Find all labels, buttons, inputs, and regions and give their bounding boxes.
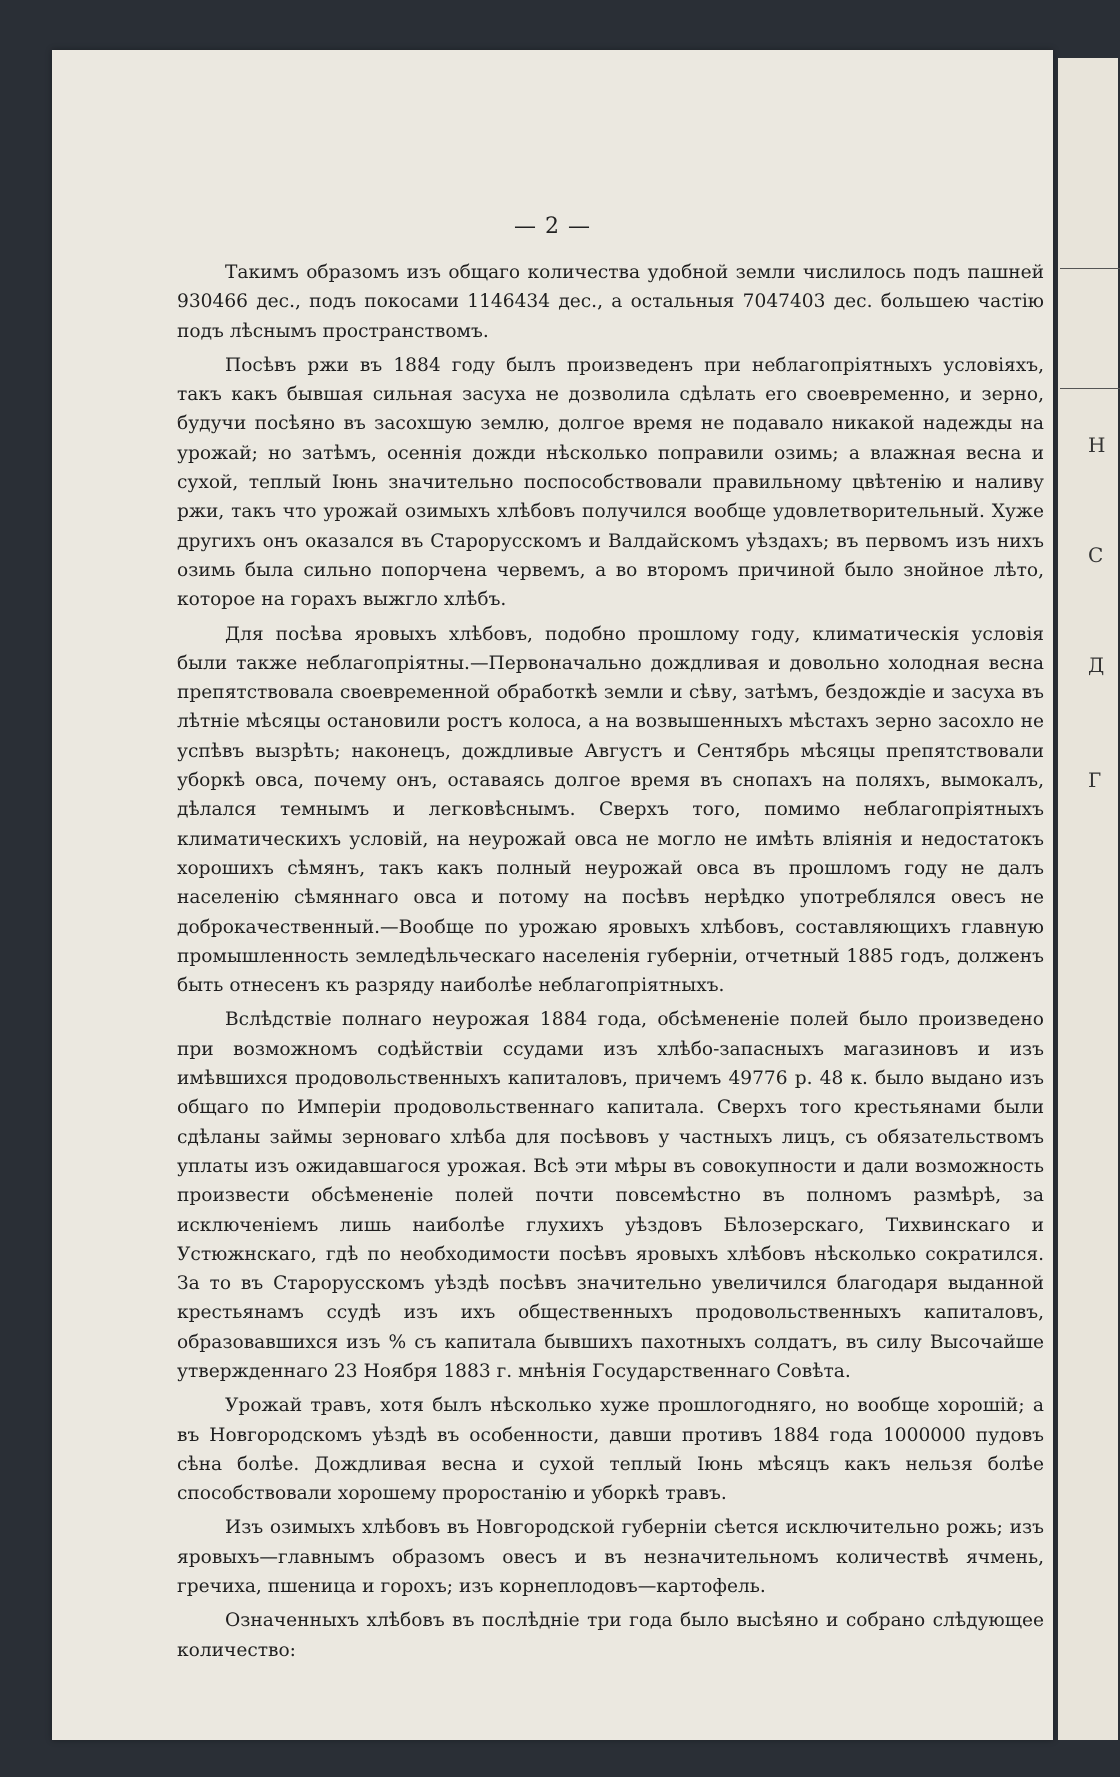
adjacent-page-edge: [1058, 58, 1118, 1740]
adjacent-page-glyph: Г: [1088, 768, 1102, 792]
paragraph: Означенныхъ хлѣбовъ въ послѣдніе три года было высѣяно и собрано слѣдующее количество:: [177, 1610, 1044, 1661]
body-text: [177, 258, 1044, 1665]
adjacent-page-rule: [1060, 268, 1120, 269]
paragraph: Изъ озимыхъ хлѣбовъ въ Новгородской губерніи сѣется исключительно рожь; изъ яровыхъ—главнымъ образомъ овесъ и въ незначительномъ количествѣ ячмень, гречиха, пшеница и горохъ; изъ корнеплодовъ—картофель.: [177, 1517, 1044, 1598]
paragraph: Урожай травъ, хотя былъ нѣсколько хуже прошлогодняго, но вообще хорошій; а въ Новгородскомъ уѣздѣ въ особенности, давши противъ 1884 года 1000000 пудовъ сѣна болѣе. Дождливая весна и сухой теплый Іюнь мѣсяцъ какъ нельзя болѣе способствовали хорошему проростанію и уборкѣ травъ.: [177, 1395, 1044, 1505]
adjacent-page-glyph: Д: [1088, 653, 1105, 677]
paragraph: Такимъ образомъ изъ общаго количества удобной земли числилось подъ пашней 930466 дес., подъ покосами 1146434 дес., а остальныя 7047403 дес. большею частію подъ лѣснымъ пространствомъ.: [177, 262, 1044, 342]
paragraph: Для посѣва яровыхъ хлѣбовъ, подобно прошлому году, климатическія условія были также неблагопріятны.—Первоначально дождливая и довольно холодная весна препятствовала своевременной обработкѣ земли и сѣву, затѣмъ, бездождіе и засуха въ лѣтніе мѣсяцы остановили ростъ колоса, а на возвышенныхъ мѣстахъ зерно засохло не успѣвъ вызрѣть; наконецъ, дождливые Августъ и Сентябрь мѣсяцы препятствовали уборкѣ овса, почему онъ, оставаясь долгое время въ снопахъ на поляхъ, вымокалъ, дѣлался темнымъ и легковѣснымъ. Сверхъ того, помимо неблагопріятныхъ климатическихъ условій, на неурожай овса не могло не имѣть вліянія и недостатокъ хорошихъ сѣмянъ, такъ какъ полный неурожай овса въ прошломъ году не далъ населенію сѣмяннаго овса и потому на посѣвъ нерѣдко употреблялся овесъ не доброкачественный.—Вообще по урожаю яровыхъ хлѣбовъ, составляющихъ главную промышленность земледѣльческаго населенія губерніи, отчетный 1885 годъ, долженъ быть отнесенъ къ разряду наиболѣе неблагопріятныхъ.: [177, 623, 1044, 997]
page-number: — 2 —: [514, 214, 591, 239]
adjacent-page-rule: [1060, 388, 1120, 389]
adjacent-page-glyph: С: [1088, 543, 1104, 567]
paragraph: Вслѣдствіе полнаго неурожая 1884 года, обсѣмененіе полей было произведено при возможномъ содѣйствіи ссудами изъ хлѣбо-запасныхъ магазиновъ и изъ имѣвшихся продовольственныхъ капиталовъ, причемъ 49776 р. 48 к. было выдано изъ общаго по Имперіи продовольственнаго капитала. Сверхъ того крестьянами были сдѣланы займы зерноваго хлѣба для посѣвовъ у частныхъ лицъ, съ обязательствомъ уплаты изъ ожидавшагося урожая. Всѣ эти мѣры въ совокупности и дали возможность произвести обсѣмененіе полей почти повсемѣстно въ полномъ размѣрѣ, за исключеніемъ лишь наиболѣе глухихъ уѣздовъ Бѣлозерскаго, Тихвинскаго и Устюжнскаго, гдѣ по необходимости посѣвъ яровыхъ хлѣбовъ нѣсколько сократился. За то въ Старорусскомъ уѣздѣ посѣвъ значительно увеличился благодаря выданной крестьянамъ ссудѣ изъ ихъ общественныхъ продовольственныхъ капиталовъ, образовавшихся изъ % съ капитала бывшихъ пахотныхъ солдатъ, въ силу Высочайше утвержденнаго 23 Ноября 1883 г. мнѣнія Государственнаго Совѣта.: [177, 1009, 1044, 1382]
adjacent-page-glyph: Н: [1088, 433, 1106, 457]
paragraph: Посѣвъ ржи въ 1884 году былъ произведенъ при неблагопріятныхъ условіяхъ, такъ какъ бывшая сильная засуха не дозволила сдѣлать его своевременно, и зерно, будучи посѣяно въ засохшую землю, долгое время не подавало никакой надежды на урожай; но затѣмъ, осеннія дожди нѣсколько поправили озимь; а влажная весна и сухой, теплый Іюнь значительно поспособствовали правильному цвѣтенію и наливу ржи, такъ что урожай озимыхъ хлѣбовъ получился вообще удовлетворительный. Хуже другихъ онъ оказался въ Старорусскомъ и Валдайскомъ уѣздахъ; въ первомъ изъ нихъ озимь была сильно попорчена червемъ, а во второмъ причиной было знойное лѣто, которое на горахъ выжгло хлѣбъ.: [177, 354, 1044, 611]
